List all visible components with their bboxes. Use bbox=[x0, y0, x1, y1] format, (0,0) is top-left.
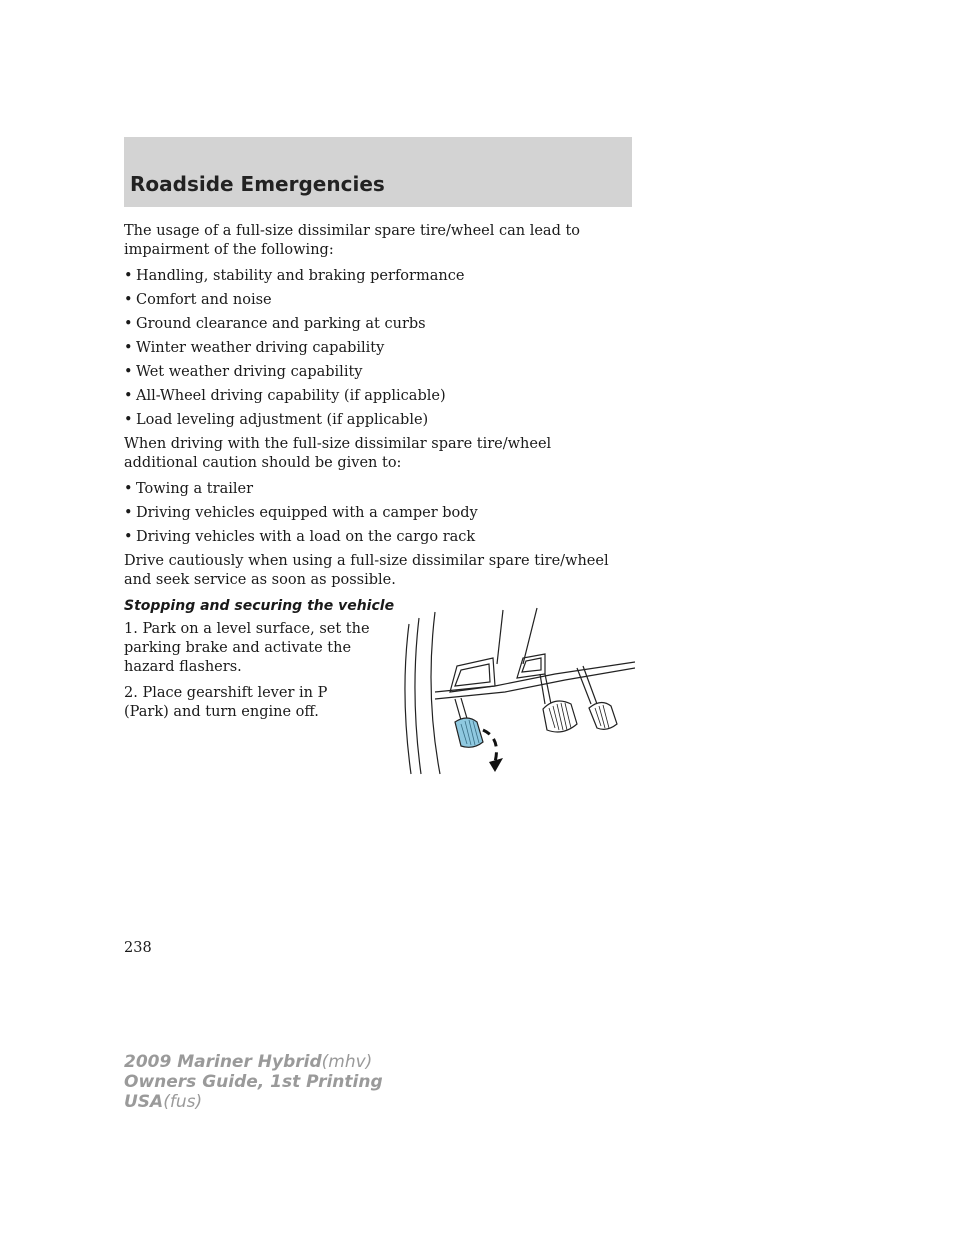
impairment-list bbox=[124, 267, 624, 430]
list-item: • Winter weather driving capability bbox=[124, 340, 385, 356]
bullet-icon: • bbox=[124, 481, 133, 497]
intro-paragraph: The usage of a full-size dissimilar spare tire/wheel can lead to impairment of the following: bbox=[124, 223, 581, 258]
bullet-icon: • bbox=[124, 529, 133, 545]
step-item: 2. Place gearshift lever in P (Park) and turn engine off. bbox=[124, 685, 328, 720]
page-number: 238 bbox=[124, 940, 152, 956]
list-item: • Handling, stability and braking performance bbox=[124, 268, 465, 284]
footer-guide-line: Owners Guide, 1st Printing bbox=[124, 1072, 383, 1092]
list-item: • Wet weather driving capability bbox=[124, 364, 363, 380]
drive-note-paragraph: Drive cautiously when using a full-size dissimilar spare tire/wheel and seek service as soon as possible. bbox=[124, 553, 609, 588]
step-item: 1. Park on a level surface, set the parking brake and activate the hazard flashers. bbox=[124, 621, 370, 675]
caution-list bbox=[124, 480, 624, 547]
bullet-icon: • bbox=[124, 505, 133, 521]
document-footer bbox=[124, 1052, 383, 1112]
list-item: • Ground clearance and parking at curbs bbox=[124, 316, 426, 332]
bullet-icon: • bbox=[124, 340, 133, 356]
bullet-icon: • bbox=[124, 316, 133, 332]
list-item: • Comfort and noise bbox=[124, 292, 272, 308]
bullet-icon: • bbox=[124, 412, 133, 428]
list-item: • All-Wheel driving capability (if applicable) bbox=[124, 388, 446, 404]
bullet-icon: • bbox=[124, 364, 133, 380]
list-item: • Towing a trailer bbox=[124, 481, 253, 497]
footer-market-line: USA(fus) bbox=[124, 1092, 203, 1112]
footer-model-line: 2009 Mariner Hybrid(mhv) bbox=[124, 1052, 373, 1072]
bullet-icon: • bbox=[124, 292, 133, 308]
list-item: • Load leveling adjustment (if applicable) bbox=[124, 412, 429, 428]
section-title: Roadside Emergencies bbox=[130, 172, 385, 196]
list-item: • Driving vehicles with a load on the cargo rack bbox=[124, 529, 476, 545]
subsection-title: Stopping and securing the vehicle bbox=[124, 598, 395, 614]
caution-intro-paragraph: When driving with the full-size dissimilar spare tire/wheel additional caution should be given to: bbox=[124, 436, 552, 471]
bullet-icon: • bbox=[124, 388, 133, 404]
list-item: • Driving vehicles equipped with a camper body bbox=[124, 505, 478, 521]
parking-brake-pedal-illustration bbox=[395, 604, 635, 784]
bullet-icon: • bbox=[124, 268, 133, 284]
